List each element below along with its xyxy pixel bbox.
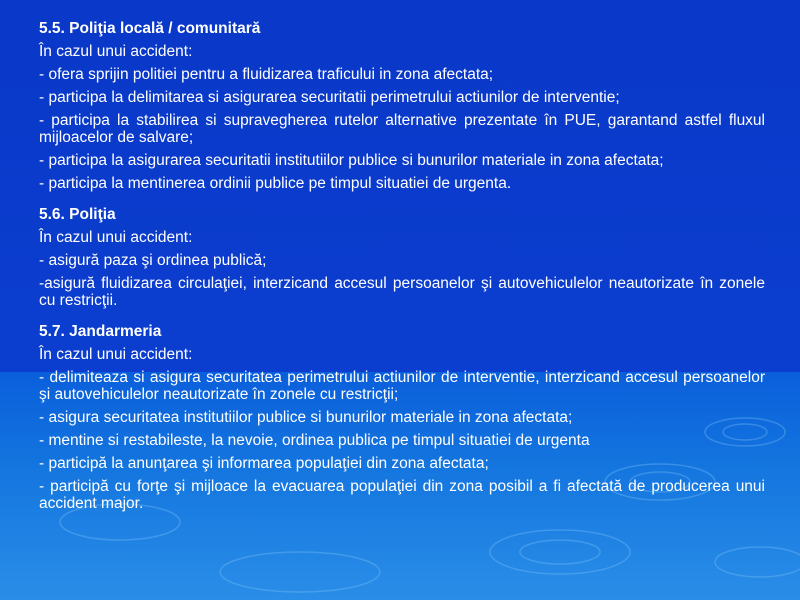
section-intro: În cazul unui accident: bbox=[39, 229, 193, 246]
list-item: - asigura securitatea institutiilor publice si bunurilor materiale in zona afectata; bbox=[39, 409, 573, 426]
slide-text-body bbox=[39, 20, 765, 518]
list-item: - mentine si restabileste, la nevoie, ordinea publica pe timpul situatiei de urgenta bbox=[39, 432, 590, 449]
list-item: - ofera sprijin politiei pentru a fluidizarea traficului in zona afectata; bbox=[39, 66, 494, 83]
list-item: - participa la delimitarea si asigurarea securitatii perimetrului actiunilor de interventie; bbox=[39, 89, 620, 106]
list-item: - delimiteaza si asigura securitatea perimetrului actiunilor de interventie, interzicand accesul persoanelor şi autovehiculelor neautorizate în zonele cu restricţii; bbox=[39, 369, 765, 403]
section-heading: 5.6. Poliţia bbox=[39, 206, 116, 223]
list-item: - participa la stabilirea si supravegherea rutelor alternative prezentate în PUE, garantand astfel fluxul mijloacelor de salvare; bbox=[39, 112, 765, 146]
section-heading: 5.7. Jandarmeria bbox=[39, 323, 162, 340]
section-intro: În cazul unui accident: bbox=[39, 43, 193, 60]
section-intro: În cazul unui accident: bbox=[39, 346, 193, 363]
list-item: - participă cu forţe şi mijloace la evacuarea populaţiei din zona posibil a fi afectată de producerea unui accident major. bbox=[39, 478, 765, 512]
list-item: - participa la mentinerea ordinii publice pe timpul situatiei de urgenta. bbox=[39, 175, 512, 192]
list-item: - participa la asigurarea securitatii institutiilor publice si bunurilor materiale in zona afectata; bbox=[39, 152, 664, 169]
section-heading: 5.5. Poliţia locală / comunitară bbox=[39, 20, 261, 37]
list-item: - asigură paza şi ordinea publică; bbox=[39, 252, 267, 269]
list-item: - participă la anunţarea şi informarea populaţiei din zona afectata; bbox=[39, 455, 489, 472]
list-item: -asigură fluidizarea circulaţiei, interzicand accesul persoanelor şi autovehiculelor neautorizate în zonele cu restricţii. bbox=[39, 275, 765, 309]
